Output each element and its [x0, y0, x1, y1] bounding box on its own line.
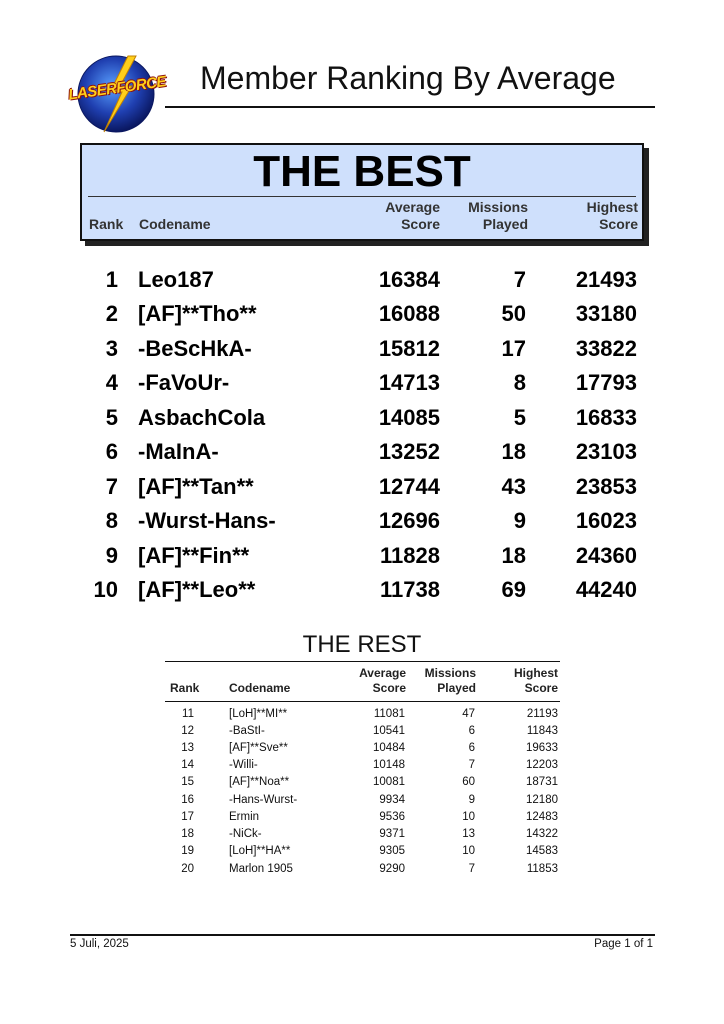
- rank-cell: 2: [105, 301, 118, 326]
- average-cell: 9305: [379, 845, 405, 857]
- average-cell: 11081: [373, 708, 405, 720]
- rank-cell: 17: [181, 811, 194, 823]
- average-cell: 14713: [378, 370, 440, 395]
- highest-cell: 14322: [526, 828, 558, 840]
- rest-header-top-divider: [165, 661, 560, 662]
- highest-cell: 18731: [526, 776, 558, 788]
- best-row: [0, 508, 724, 542]
- rest-row: [0, 742, 724, 759]
- rank-cell: 4: [105, 370, 118, 395]
- highest-cell: 44240: [575, 577, 637, 602]
- codename-cell: -BeScHkA-: [138, 336, 252, 361]
- rest-row: [0, 811, 724, 828]
- average-cell: 10484: [373, 742, 405, 754]
- average-cell: 12744: [378, 474, 440, 499]
- missions-cell: 13: [462, 828, 475, 840]
- missions-cell: 47: [462, 708, 475, 720]
- highest-cell: 11843: [526, 725, 558, 737]
- rest-row: [0, 828, 724, 845]
- average-cell: 12696: [378, 508, 440, 533]
- best-row: [0, 301, 724, 335]
- missions-cell: 6: [468, 742, 475, 754]
- average-cell: 14085: [378, 405, 440, 430]
- highest-cell: 14583: [526, 845, 558, 857]
- rank-cell: 11: [182, 708, 194, 720]
- average-cell: 11738: [380, 577, 440, 602]
- rest-section-title: THE REST: [302, 631, 422, 658]
- rest-row: [0, 725, 724, 742]
- missions-cell: 7: [468, 759, 475, 771]
- highest-cell: 11853: [526, 863, 558, 875]
- rest-col-codename: Codename: [229, 681, 291, 695]
- highest-cell: 33180: [575, 301, 637, 326]
- codename-cell: [AF]**Fin**: [138, 543, 250, 568]
- codename-cell: Ermin: [229, 811, 260, 823]
- highest-cell: 24360: [575, 543, 637, 568]
- rank-cell: 13: [181, 742, 194, 754]
- highest-cell: 16833: [575, 405, 637, 430]
- missions-cell: 9: [513, 508, 526, 533]
- rank-cell: 15: [181, 776, 194, 788]
- missions-cell: 8: [513, 370, 526, 395]
- codename-cell: -BaStI-: [229, 725, 265, 737]
- page-title: Member Ranking By Average: [200, 60, 616, 96]
- codename-cell: [AF]**Tho**: [138, 301, 257, 326]
- rest-row: [0, 794, 724, 811]
- highest-cell: 33822: [575, 336, 637, 361]
- average-cell: 15812: [378, 336, 440, 361]
- best-col-codename: Codename: [139, 216, 211, 232]
- average-cell: 9536: [379, 811, 405, 823]
- rank-cell: 10: [93, 577, 118, 602]
- best-col-missions: Missions Played: [468, 199, 528, 232]
- best-row: [0, 543, 724, 577]
- rank-cell: 1: [105, 267, 118, 292]
- highest-cell: 12203: [526, 759, 558, 771]
- highest-cell: 12180: [526, 794, 558, 806]
- best-row: [0, 405, 724, 439]
- codename-cell: [AF]**Leo**: [138, 577, 256, 602]
- footer-date: 5 Juli, 2025: [70, 938, 129, 950]
- best-row: [0, 577, 724, 611]
- highest-cell: 16023: [575, 508, 637, 533]
- best-col-average: Average Score: [385, 199, 440, 232]
- average-cell: 9371: [379, 828, 405, 840]
- average-cell: 10541: [373, 725, 405, 737]
- rest-row: [0, 863, 724, 880]
- missions-cell: 18: [501, 439, 526, 464]
- codename-cell: [AF]**Noa**: [229, 776, 290, 788]
- title-divider: [165, 106, 655, 108]
- missions-cell: 50: [501, 301, 526, 326]
- average-cell: 16384: [378, 267, 440, 292]
- best-header-divider: [88, 196, 636, 197]
- rest-col-highest: Highest Score: [513, 666, 558, 695]
- laserforce-logo: [67, 52, 168, 136]
- rank-cell: 18: [181, 828, 194, 840]
- codename-cell: [AF]**Sve**: [229, 742, 288, 754]
- average-cell: 13252: [378, 439, 440, 464]
- best-row: [0, 474, 724, 508]
- rank-cell: 6: [105, 439, 118, 464]
- highest-cell: 19633: [526, 742, 558, 754]
- codename-cell: Leo187: [138, 267, 214, 292]
- codename-cell: [LoH]**HA**: [229, 845, 291, 857]
- missions-cell: 7: [513, 267, 526, 292]
- codename-cell: [AF]**Tan**: [138, 474, 254, 499]
- rest-row: [0, 759, 724, 776]
- rest-row: [0, 708, 724, 725]
- best-section-header: [80, 143, 644, 241]
- missions-cell: 6: [468, 725, 475, 737]
- rank-cell: 5: [105, 405, 118, 430]
- missions-cell: 7: [468, 863, 475, 875]
- highest-cell: 12483: [526, 811, 558, 823]
- average-cell: 11828: [380, 543, 440, 568]
- missions-cell: 10: [462, 845, 475, 857]
- highest-cell: 23853: [575, 474, 637, 499]
- rest-header-bottom-divider: [165, 701, 560, 702]
- rank-cell: 7: [105, 474, 118, 499]
- average-cell: 10148: [373, 759, 405, 771]
- average-cell: 16088: [378, 301, 440, 326]
- footer-page-number: Page 1 of 1: [594, 938, 653, 950]
- best-row: [0, 267, 724, 301]
- average-cell: 9290: [379, 863, 405, 875]
- best-section-title: THE BEST: [253, 147, 471, 196]
- average-cell: 9934: [379, 794, 405, 806]
- rank-cell: 20: [181, 863, 194, 875]
- codename-cell: [LoH]**MI**: [229, 708, 288, 720]
- rank-cell: 14: [181, 759, 194, 771]
- footer-divider: [70, 934, 655, 936]
- rest-col-rank: Rank: [170, 681, 200, 695]
- missions-cell: 10: [462, 811, 475, 823]
- rest-col-average: Average Score: [359, 666, 406, 695]
- missions-cell: 9: [468, 794, 475, 806]
- logo-wordmark: LASERFORCE: [67, 73, 168, 104]
- rest-row: [0, 845, 724, 862]
- rank-cell: 16: [181, 794, 194, 806]
- highest-cell: 21493: [575, 267, 637, 292]
- highest-cell: 17793: [575, 370, 637, 395]
- codename-cell: -MaInA-: [138, 439, 219, 464]
- best-row: [0, 439, 724, 473]
- highest-cell: 23103: [575, 439, 637, 464]
- missions-cell: 69: [501, 577, 526, 602]
- best-col-rank: Rank: [89, 216, 124, 232]
- codename-cell: -FaVoUr-: [138, 370, 230, 395]
- codename-cell: -Hans-Wurst-: [229, 794, 298, 806]
- best-row: [0, 336, 724, 370]
- missions-cell: 43: [501, 474, 526, 499]
- missions-cell: 18: [501, 543, 526, 568]
- rank-cell: 19: [181, 845, 194, 857]
- codename-cell: -Willi-: [229, 759, 258, 771]
- rank-cell: 8: [105, 508, 118, 533]
- rank-cell: 9: [105, 543, 118, 568]
- rank-cell: 12: [181, 725, 194, 737]
- best-row: [0, 370, 724, 404]
- missions-cell: 5: [513, 405, 526, 430]
- codename-cell: -Wurst-Hans-: [138, 508, 276, 533]
- best-col-highest: Highest Score: [586, 199, 638, 232]
- rest-row: [0, 776, 724, 793]
- average-cell: 10081: [373, 776, 405, 788]
- codename-cell: AsbachCola: [138, 405, 266, 430]
- missions-cell: 17: [501, 336, 526, 361]
- missions-cell: 60: [462, 776, 475, 788]
- codename-cell: Marlon 1905: [229, 863, 293, 875]
- rank-cell: 3: [105, 336, 118, 361]
- codename-cell: -NiCk-: [229, 828, 262, 840]
- rest-col-missions: Missions Played: [424, 666, 476, 695]
- highest-cell: 21193: [526, 708, 558, 720]
